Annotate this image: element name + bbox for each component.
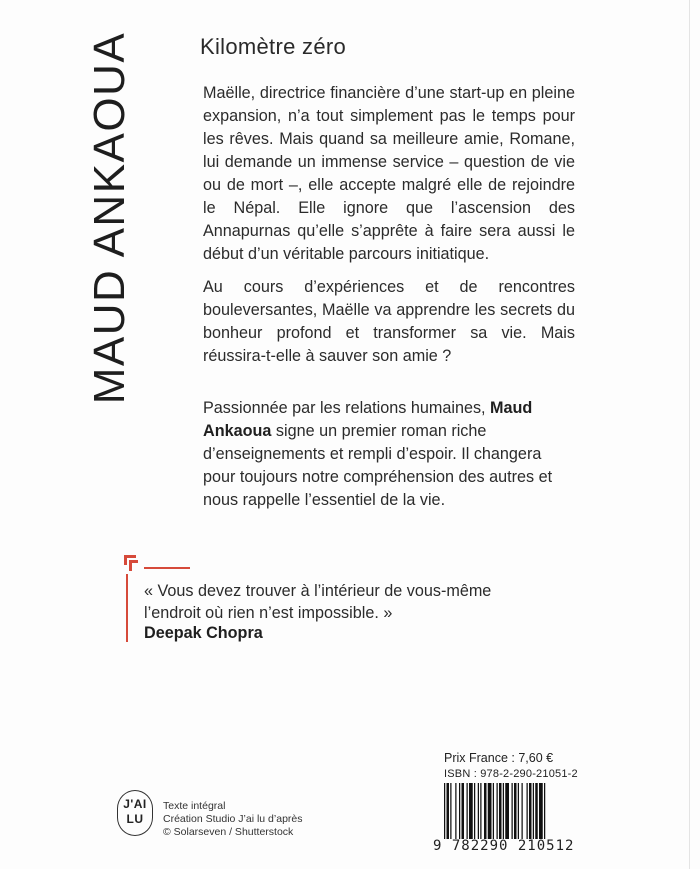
barcode-digits: 9 782290 210512 xyxy=(433,838,575,854)
barcode-bar xyxy=(518,783,519,839)
cover-edge xyxy=(689,0,690,869)
barcode-bar xyxy=(459,783,460,839)
barcode-bar xyxy=(493,783,494,839)
credit-line-2: Création Studio J’ai lu d’après xyxy=(163,813,303,825)
barcode-bar xyxy=(469,783,473,839)
barcode-bar xyxy=(462,783,465,839)
quote-bar xyxy=(126,574,128,642)
credit-line-3: © Solarseven / Shutterstock xyxy=(163,826,294,838)
barcode-bar xyxy=(539,783,543,839)
publisher-logo xyxy=(117,790,153,836)
book-title: Kilomètre zéro xyxy=(200,34,347,59)
barcode-bar xyxy=(478,783,479,839)
author-bio-name: Maud Ankaoua xyxy=(203,399,533,440)
quote-line-2: l’endroit où rien n’est impossible. » xyxy=(144,604,393,622)
barcode-bar xyxy=(544,783,545,839)
barcode-bar xyxy=(444,783,445,839)
quote-author: Deepak Chopra xyxy=(144,624,263,642)
author-bio-rest: signe un premier roman riche d’enseignements et rempli d’espoir. Il changera pour toujours notre compréhension des autres et nous rappelle l’essentiel de la vie. xyxy=(203,422,553,509)
author-name-vertical: MAUD ANKAOUA xyxy=(85,31,134,405)
barcode-bar xyxy=(499,783,502,839)
barcode-bar xyxy=(503,783,504,839)
blurb-paragraph-2: Au cours d’expériences et de rencontres bouleversantes, Maëlle va apprendre les secrets du bonheur profond et transformer sa vie. Mais réussira-t-elle à sauver son amie ? xyxy=(203,278,575,365)
barcode-bar xyxy=(480,783,481,839)
barcode-bar xyxy=(512,783,513,839)
barcode-bar xyxy=(474,783,475,839)
barcode-bar xyxy=(527,783,528,839)
logo-line-2: LU xyxy=(126,812,144,826)
barcode xyxy=(444,783,586,839)
barcode-bar xyxy=(522,783,523,839)
quote-line-1: « Vous devez trouver à l’intérieur de vous-même xyxy=(144,582,492,600)
price-label: Prix France : 7,60 € xyxy=(444,751,554,765)
barcode-bar xyxy=(505,783,509,839)
credits xyxy=(163,800,303,839)
barcode-bar xyxy=(467,783,468,839)
barcode-bar xyxy=(533,783,534,839)
barcode-bar xyxy=(497,783,498,839)
barcode-bar xyxy=(484,783,487,839)
author-bio xyxy=(203,397,575,512)
barcode-bar xyxy=(514,783,517,839)
author-bio-intro: Passionnée par les relations humaines, xyxy=(203,399,491,417)
barcode-bar xyxy=(447,783,450,839)
logo-line-1: J'AI xyxy=(123,797,147,811)
barcode-bar xyxy=(450,783,451,839)
barcode-bar xyxy=(455,783,456,839)
barcode-bar xyxy=(488,783,492,839)
isbn-label: ISBN : 978-2-290-21051-2 xyxy=(444,768,578,780)
quote-rule xyxy=(144,567,190,569)
credit-line-1: Texte intégral xyxy=(163,800,226,812)
barcode-bar xyxy=(535,783,538,839)
barcode-bar xyxy=(529,783,532,839)
quote-mark-icon xyxy=(124,555,138,571)
quote xyxy=(144,580,491,624)
blurb-paragraph-1: Maëlle, directrice financière d’une start-up en pleine expansion, n’a tout simplement pas le temps pour les rêves. Mais quand sa meilleure amie, Romane, lui demande un immense service – question de vie ou de mort –, elle accepte malgré elle de rejoindre le Népal. Elle ignore que l’ascension des Annapurnas qu’elle s’apprête à faire sera aussi le début d’un véritable parcours initiatique. xyxy=(203,84,575,263)
